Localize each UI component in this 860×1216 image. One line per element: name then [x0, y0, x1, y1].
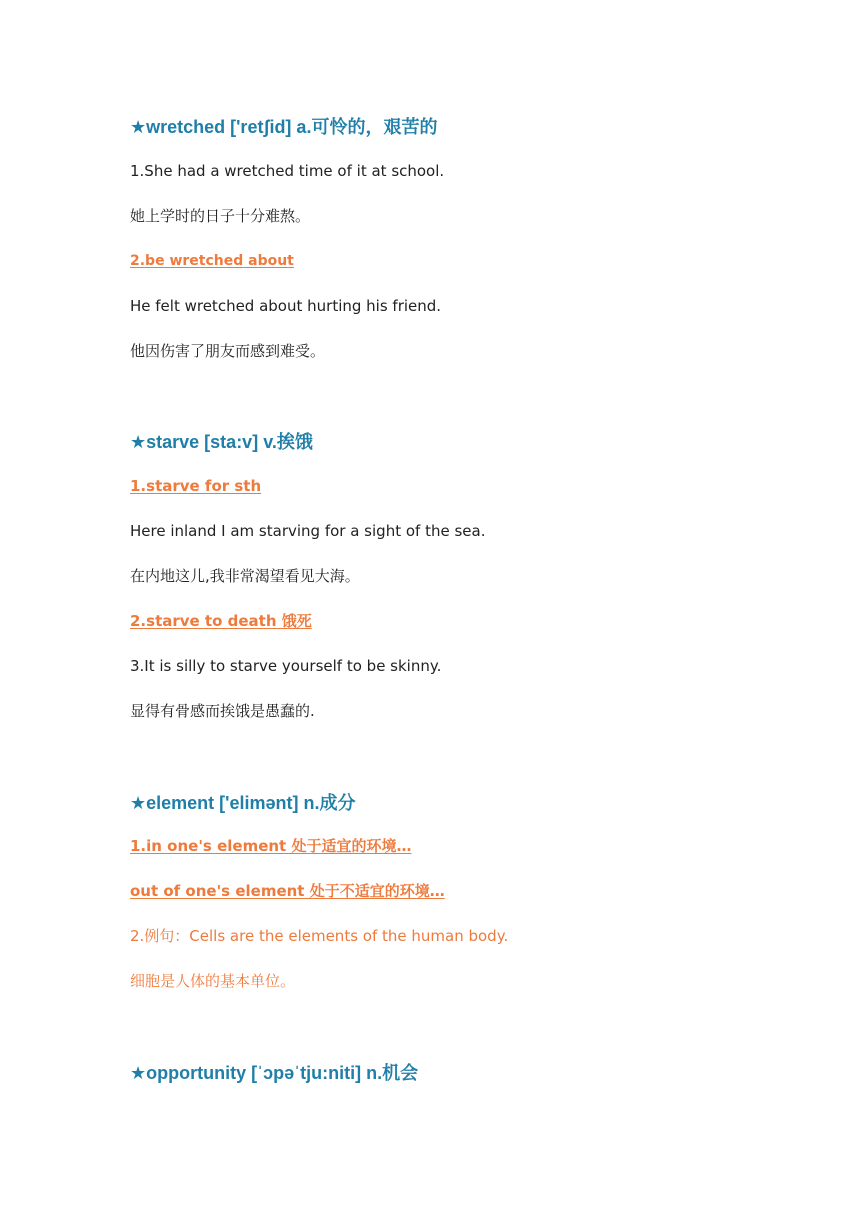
phrase-link-starve-to-death[interactable]: 2.starve to death 饿死 [130, 612, 312, 630]
entry-heading-element: ★element ['elimənt] n.成分 [130, 793, 356, 813]
example-sentence: Here inland I am starving for a sight of the sea. [130, 522, 486, 540]
example-translation: 显得有骨感而挨饿是愚蠢的. [130, 702, 315, 720]
example-sentence: He felt wretched about hurting his friend. [130, 297, 442, 315]
example-sentence: 3.It is silly to starve yourself to be skinny. [130, 657, 442, 675]
phrase-link-out-of-ones-element[interactable]: out of one's element 处于不适宜的环境… [130, 882, 445, 900]
example-translation: 他因伤害了朋友而感到难受。 [130, 342, 326, 360]
example-translation: 她上学时的日子十分难熬。 [130, 207, 311, 225]
example-translation: 在内地这儿,我非常渴望看见大海。 [130, 567, 360, 585]
entry-heading-starve: ★starve [sta:v] v.挨饿 [130, 432, 313, 452]
example-translation: 细胞是人体的基本单位。 [130, 972, 296, 990]
phrase-link-starve-for-sth[interactable]: 1.starve for sth [130, 477, 262, 495]
example-sentence: 1.She had a wretched time of it at school. [130, 162, 445, 180]
example-sentence: 2.例句：Cells are the elements of the human body. [130, 927, 509, 945]
entry-heading-opportunity: ★opportunity [ˈɔpəˈtju:niti] n.机会 [130, 1063, 419, 1083]
phrase-link-in-ones-element[interactable]: 1.in one's element 处于适宜的环境… [130, 837, 412, 855]
entry-heading-wretched: ★wretched ['retʃid] a.可怜的，艰苦的 [130, 117, 438, 137]
phrase-link-be-wretched-about[interactable]: 2.be wretched about [130, 253, 294, 269]
